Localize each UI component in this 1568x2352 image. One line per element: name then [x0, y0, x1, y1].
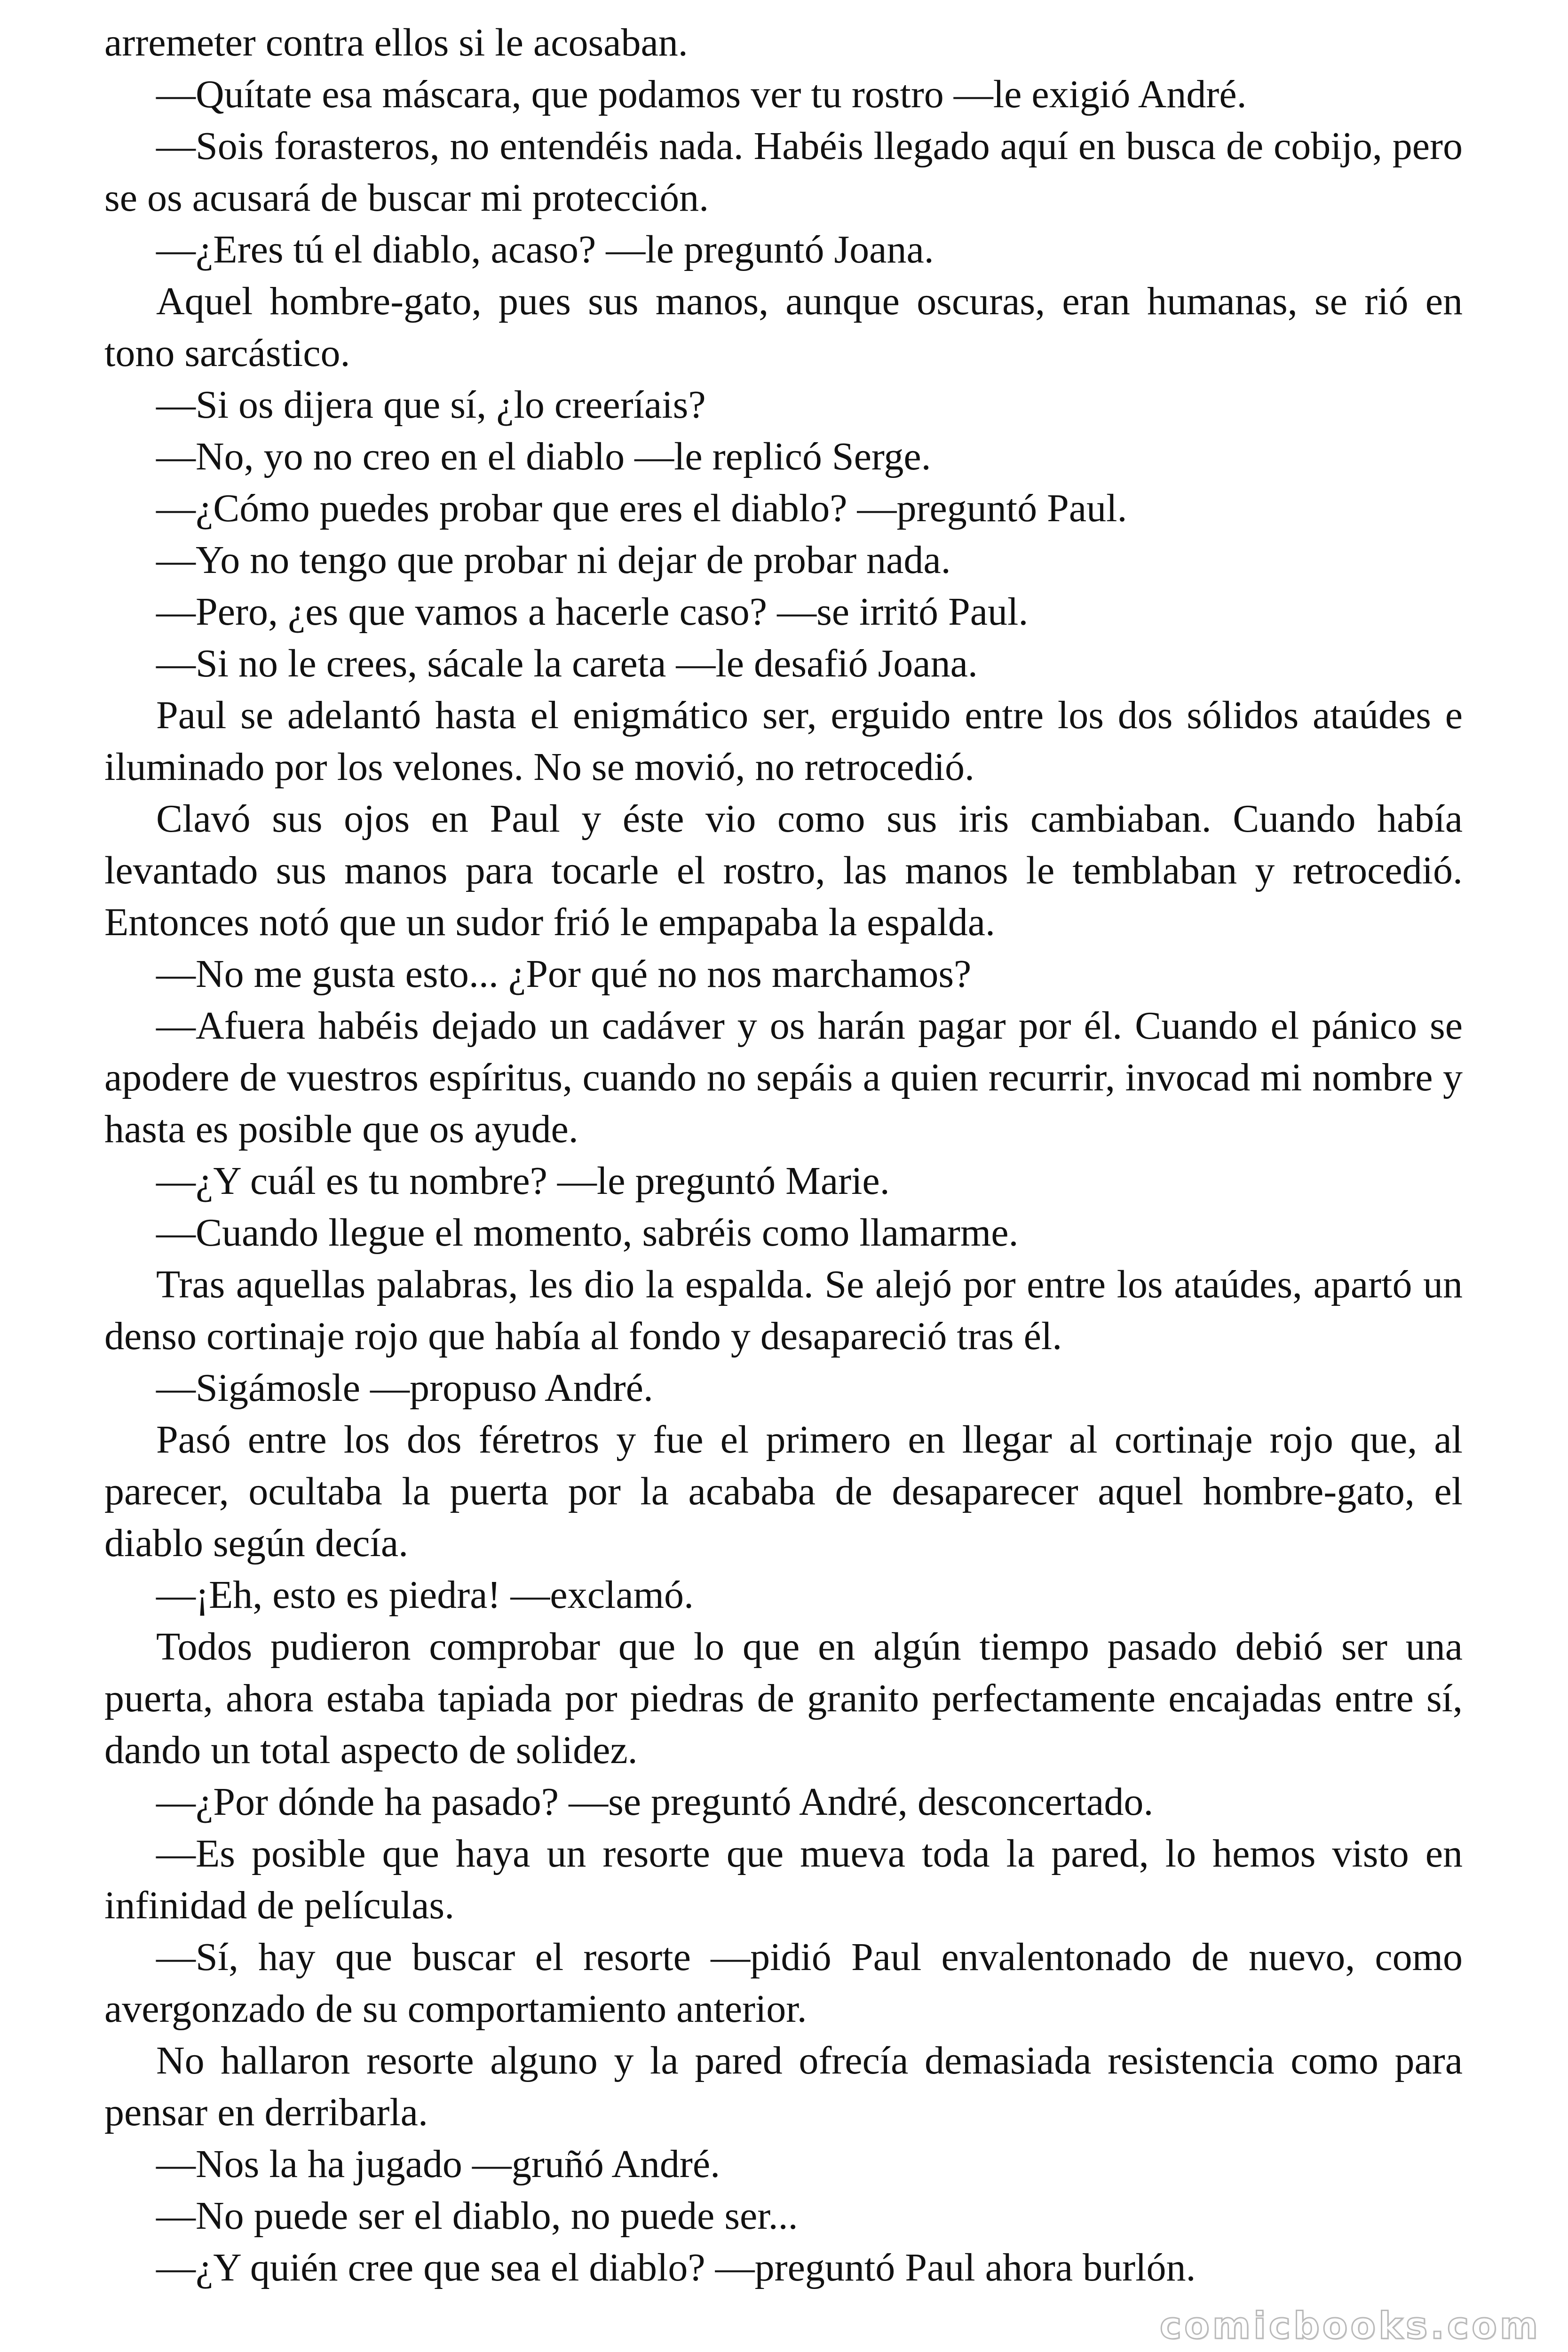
- paragraph: —No, yo no creo en el diablo —le replicó Serge.: [156, 435, 931, 478]
- paragraph: —No me gusta esto... ¿Por qué no nos marchamos?: [156, 952, 972, 996]
- paragraph: —Es posible que haya un resorte que mueva toda la pared, lo hemos visto en infinidad de películas.: [104, 1832, 1463, 1927]
- paragraph: —Sois forasteros, no entendéis nada. Habéis llegado aquí en busca de cobijo, pero se os acusará de buscar mi protección.: [104, 124, 1463, 220]
- paragraph: —¿Por dónde ha pasado? —se preguntó André, desconcertado.: [156, 1780, 1154, 1824]
- paragraph: Aquel hombre-gato, pues sus manos, aunque oscuras, eran humanas, se rió en tono sarcástico.: [104, 279, 1463, 375]
- paragraph: —Yo no tengo que probar ni dejar de probar nada.: [156, 538, 951, 582]
- paragraph: —Sí, hay que buscar el resorte —pidió Paul envalentonado de nuevo, como avergonzado de su comportamiento anterior.: [104, 1935, 1463, 2031]
- paragraph: Paul se adelantó hasta el enigmático ser, erguido entre los dos sólidos ataúdes e iluminado por los velones. No se movió, no retrocedió.: [104, 693, 1463, 789]
- paragraph: —Cuando llegue el momento, sabréis como llamarme.: [156, 1211, 1019, 1255]
- paragraph: —¿Eres tú el diablo, acaso? —le preguntó Joana.: [156, 228, 934, 271]
- paragraph: Tras aquellas palabras, les dio la espalda. Se alejó por entre los ataúdes, apartó un denso cortinaje rojo que había al fondo y desapareció tras él.: [104, 1263, 1463, 1358]
- paragraph: —Pero, ¿es que vamos a hacerle caso? —se irritó Paul.: [156, 590, 1029, 634]
- paragraph: —Si os dijera que sí, ¿lo creeríais?: [156, 383, 706, 427]
- paragraph: arremeter contra ellos si le acosaban.: [104, 21, 688, 64]
- paragraph: Todos pudieron comprobar que lo que en algún tiempo pasado debió ser una puerta, ahora estaba tapiada por piedras de granito perfectamente encajadas entre sí, dando un total aspecto de solidez.: [104, 1625, 1463, 1772]
- paragraph: —Nos la ha jugado —gruñó André.: [156, 2142, 721, 2186]
- paragraph: No hallaron resorte alguno y la pared ofrecía demasiada resistencia como para pensar en derribarla.: [104, 2039, 1463, 2134]
- paragraph: —Si no le crees, sácale la careta —le desafió Joana.: [156, 642, 978, 685]
- paragraph: —Sigámosle —propuso André.: [156, 1366, 653, 1410]
- paragraph: Clavó sus ojos en Paul y éste vio como sus iris cambiaban. Cuando había levantado sus manos para tocarle el rostro, las manos le temblaban y retrocedió. Entonces notó que un sudor frió le empapaba la espalda.: [104, 797, 1463, 944]
- paragraph: —¿Y cuál es tu nombre? —le preguntó Marie.: [156, 1159, 890, 1203]
- text-column: [104, 17, 1463, 2294]
- paragraph: Pasó entre los dos féretros y fue el primero en llegar al cortinaje rojo que, al parecer, ocultaba la puerta por la acababa de desaparecer aquel hombre-gato, el diablo según decía.: [104, 1418, 1463, 1565]
- paragraph: —Quítate esa máscara, que podamos ver tu rostro —le exigió André.: [156, 72, 1247, 116]
- paragraph: —¡Eh, esto es piedra! —exclamó.: [156, 1573, 694, 1617]
- paragraph: —¿Y quién cree que sea el diablo? —preguntó Paul ahora burlón.: [156, 2246, 1196, 2289]
- paragraph: —No puede ser el diablo, no puede ser...: [156, 2194, 798, 2238]
- paragraph: —Afuera habéis dejado un cadáver y os harán pagar por él. Cuando el pánico se apodere de vuestros espíritus, cuando no sepáis a quien recurrir, invocad mi nombre y hasta es posible que os ayude.: [104, 1004, 1463, 1151]
- watermark: comicbooks.com: [1159, 2305, 1541, 2347]
- paragraph: —¿Cómo puedes probar que eres el diablo? —preguntó Paul.: [156, 486, 1127, 530]
